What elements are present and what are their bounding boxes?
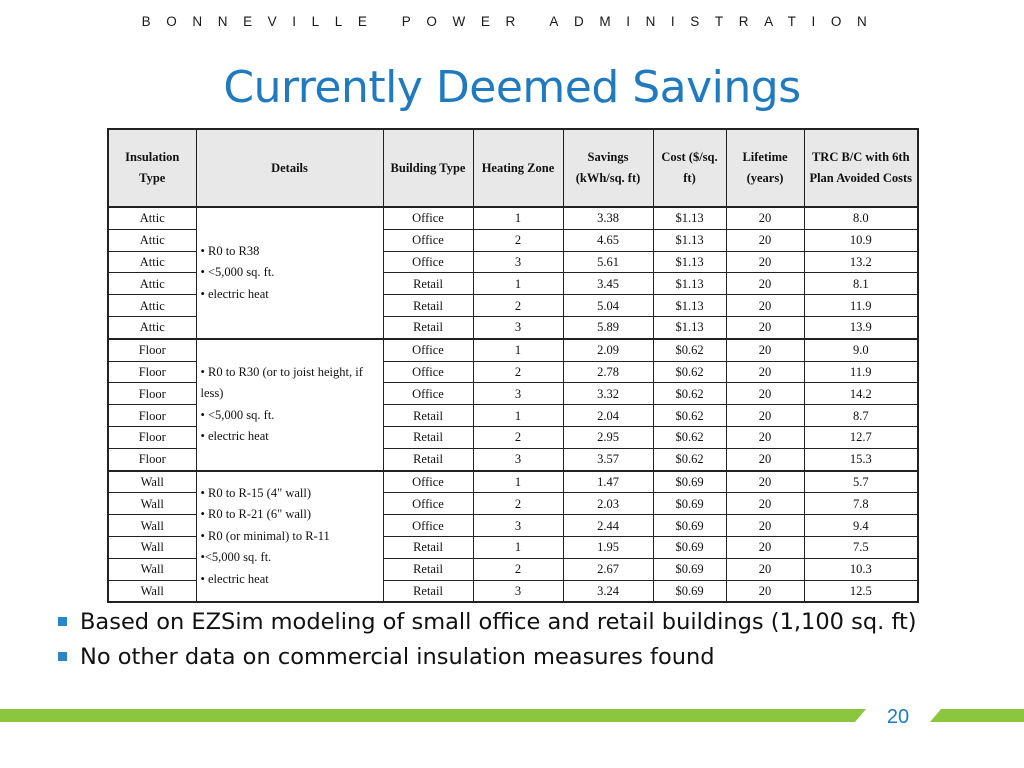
savings-cell: 2.03 bbox=[563, 493, 653, 515]
insulation-type-cell: Floor bbox=[108, 426, 196, 448]
detail-line: • electric heat bbox=[200, 286, 269, 301]
building-type-cell: Retail bbox=[383, 580, 473, 602]
insulation-type-cell: Wall bbox=[108, 471, 196, 493]
heating-zone-cell: 3 bbox=[473, 316, 563, 338]
detail-line: •<5,000 sq. ft. bbox=[200, 550, 272, 565]
detail-line: • R0 to R-21 (6" wall) bbox=[200, 507, 312, 522]
detail-line: • R0 to R38 bbox=[200, 243, 260, 258]
savings-cell: 1.95 bbox=[563, 536, 653, 558]
heating-zone-cell: 2 bbox=[473, 295, 563, 317]
savings-cell: 3.24 bbox=[563, 580, 653, 602]
lifetime-cell: 20 bbox=[726, 361, 804, 383]
lifetime-cell: 20 bbox=[726, 229, 804, 251]
heating-zone-cell: 3 bbox=[473, 515, 563, 537]
slide-title: Currently Deemed Savings bbox=[223, 62, 801, 113]
column-header: TRC B/C with 6th Plan Avoided Costs bbox=[804, 129, 918, 207]
building-type-cell: Office bbox=[383, 251, 473, 273]
bullet-item bbox=[58, 608, 958, 637]
detail-line: • <5,000 sq. ft. bbox=[200, 265, 275, 280]
detail-line: • <5,000 sq. ft. bbox=[200, 407, 275, 422]
insulation-type-cell: Floor bbox=[108, 405, 196, 427]
building-type-cell: Retail bbox=[383, 558, 473, 580]
insulation-type-cell: Floor bbox=[108, 383, 196, 405]
bullet-text: Based on EZSim modeling of small office and retail buildings (1,100 sq. ft) bbox=[80, 609, 917, 635]
heating-zone-cell: 2 bbox=[473, 426, 563, 448]
cost-cell: $1.13 bbox=[653, 316, 726, 338]
insulation-type-cell: Wall bbox=[108, 515, 196, 537]
lifetime-cell: 20 bbox=[726, 316, 804, 338]
insulation-type-cell: Floor bbox=[108, 448, 196, 470]
cost-cell: $1.13 bbox=[653, 273, 726, 295]
lifetime-cell: 20 bbox=[726, 426, 804, 448]
savings-cell: 4.65 bbox=[563, 229, 653, 251]
footer-bar-notch bbox=[855, 709, 866, 722]
trc-cell: 13.9 bbox=[804, 316, 918, 338]
cost-cell: $0.69 bbox=[653, 558, 726, 580]
column-header: Heating Zone bbox=[473, 129, 563, 207]
savings-cell: 2.95 bbox=[563, 426, 653, 448]
building-type-cell: Office bbox=[383, 493, 473, 515]
trc-cell: 12.7 bbox=[804, 426, 918, 448]
details-cell bbox=[196, 471, 383, 603]
table-row bbox=[108, 471, 918, 493]
footer-bar-notch bbox=[930, 709, 941, 722]
building-type-cell: Retail bbox=[383, 405, 473, 427]
trc-cell: 11.9 bbox=[804, 295, 918, 317]
insulation-type-cell: Attic bbox=[108, 229, 196, 251]
footer-bar-left bbox=[0, 709, 866, 722]
lifetime-cell: 20 bbox=[726, 515, 804, 537]
bullet-list bbox=[58, 608, 958, 678]
savings-cell: 5.04 bbox=[563, 295, 653, 317]
detail-line: • R0 to R-15 (4" wall) bbox=[200, 485, 312, 500]
cost-cell: $0.69 bbox=[653, 536, 726, 558]
heating-zone-cell: 1 bbox=[473, 405, 563, 427]
lifetime-cell: 20 bbox=[726, 580, 804, 602]
building-type-cell: Office bbox=[383, 361, 473, 383]
trc-cell: 7.8 bbox=[804, 493, 918, 515]
savings-cell: 1.47 bbox=[563, 471, 653, 493]
cost-cell: $0.69 bbox=[653, 493, 726, 515]
building-type-cell: Retail bbox=[383, 536, 473, 558]
heating-zone-cell: 1 bbox=[473, 536, 563, 558]
insulation-type-cell: Attic bbox=[108, 273, 196, 295]
insulation-type-cell: Wall bbox=[108, 558, 196, 580]
lifetime-cell: 20 bbox=[726, 558, 804, 580]
trc-cell: 12.5 bbox=[804, 580, 918, 602]
savings-cell: 2.09 bbox=[563, 339, 653, 361]
insulation-type-cell: Attic bbox=[108, 295, 196, 317]
heating-zone-cell: 3 bbox=[473, 448, 563, 470]
column-header: Details bbox=[196, 129, 383, 207]
trc-cell: 11.9 bbox=[804, 361, 918, 383]
organization-header: BONNEVILLE POWER ADMINISTRATION bbox=[141, 14, 883, 29]
detail-line: • R0 (or minimal) to R-11 bbox=[200, 528, 330, 543]
savings-cell: 5.61 bbox=[563, 251, 653, 273]
cost-cell: $0.69 bbox=[653, 580, 726, 602]
heating-zone-cell: 2 bbox=[473, 493, 563, 515]
insulation-type-cell: Attic bbox=[108, 251, 196, 273]
square-bullet-icon bbox=[58, 617, 67, 626]
cost-cell: $0.62 bbox=[653, 339, 726, 361]
cost-cell: $1.13 bbox=[653, 229, 726, 251]
cost-cell: $0.62 bbox=[653, 405, 726, 427]
column-header: Cost ($/sq. ft) bbox=[653, 129, 726, 207]
table-header-row bbox=[108, 129, 918, 207]
cost-cell: $0.62 bbox=[653, 426, 726, 448]
building-type-cell: Retail bbox=[383, 295, 473, 317]
heating-zone-cell: 3 bbox=[473, 251, 563, 273]
building-type-cell: Retail bbox=[383, 273, 473, 295]
detail-line: • electric heat bbox=[200, 571, 269, 586]
savings-cell: 2.44 bbox=[563, 515, 653, 537]
square-bullet-icon bbox=[58, 652, 67, 661]
heating-zone-cell: 1 bbox=[473, 207, 563, 229]
building-type-cell: Office bbox=[383, 471, 473, 493]
trc-cell: 5.7 bbox=[804, 471, 918, 493]
lifetime-cell: 20 bbox=[726, 251, 804, 273]
trc-cell: 8.0 bbox=[804, 207, 918, 229]
insulation-type-cell: Wall bbox=[108, 580, 196, 602]
trc-cell: 8.1 bbox=[804, 273, 918, 295]
column-header: Lifetime (years) bbox=[726, 129, 804, 207]
insulation-type-cell: Wall bbox=[108, 493, 196, 515]
building-type-cell: Office bbox=[383, 515, 473, 537]
trc-cell: 10.3 bbox=[804, 558, 918, 580]
heating-zone-cell: 1 bbox=[473, 273, 563, 295]
building-type-cell: Office bbox=[383, 229, 473, 251]
savings-cell: 3.57 bbox=[563, 448, 653, 470]
bullet-text: No other data on commercial insulation measures found bbox=[80, 644, 715, 670]
trc-cell: 9.0 bbox=[804, 339, 918, 361]
details-cell bbox=[196, 339, 383, 471]
table-row bbox=[108, 339, 918, 361]
building-type-cell: Retail bbox=[383, 426, 473, 448]
lifetime-cell: 20 bbox=[726, 339, 804, 361]
trc-cell: 9.4 bbox=[804, 515, 918, 537]
lifetime-cell: 20 bbox=[726, 383, 804, 405]
detail-line: • R0 to R30 (or to joist height, if less) bbox=[200, 364, 363, 401]
heating-zone-cell: 1 bbox=[473, 339, 563, 361]
savings-cell: 2.04 bbox=[563, 405, 653, 427]
building-type-cell: Office bbox=[383, 339, 473, 361]
building-type-cell: Office bbox=[383, 383, 473, 405]
savings-cell: 2.67 bbox=[563, 558, 653, 580]
building-type-cell: Office bbox=[383, 207, 473, 229]
heating-zone-cell: 3 bbox=[473, 383, 563, 405]
cost-cell: $0.62 bbox=[653, 448, 726, 470]
lifetime-cell: 20 bbox=[726, 493, 804, 515]
lifetime-cell: 20 bbox=[726, 471, 804, 493]
trc-cell: 8.7 bbox=[804, 405, 918, 427]
savings-cell: 3.32 bbox=[563, 383, 653, 405]
lifetime-cell: 20 bbox=[726, 207, 804, 229]
table-body bbox=[108, 207, 918, 602]
insulation-type-cell: Attic bbox=[108, 316, 196, 338]
trc-cell: 10.9 bbox=[804, 229, 918, 251]
savings-cell: 5.89 bbox=[563, 316, 653, 338]
savings-cell: 3.38 bbox=[563, 207, 653, 229]
cost-cell: $0.69 bbox=[653, 515, 726, 537]
cost-cell: $0.69 bbox=[653, 471, 726, 493]
insulation-type-cell: Attic bbox=[108, 207, 196, 229]
heating-zone-cell: 2 bbox=[473, 361, 563, 383]
footer-bar-right bbox=[930, 709, 1024, 722]
cost-cell: $1.13 bbox=[653, 295, 726, 317]
lifetime-cell: 20 bbox=[726, 295, 804, 317]
heating-zone-cell: 1 bbox=[473, 471, 563, 493]
trc-cell: 14.2 bbox=[804, 383, 918, 405]
column-header: Savings (kWh/sq. ft) bbox=[563, 129, 653, 207]
building-type-cell: Retail bbox=[383, 316, 473, 338]
page-number: 20 bbox=[886, 706, 910, 728]
detail-line: • electric heat bbox=[200, 429, 269, 444]
deemed-savings-table bbox=[107, 128, 919, 603]
heating-zone-cell: 3 bbox=[473, 580, 563, 602]
bullet-item bbox=[58, 643, 958, 672]
building-type-cell: Retail bbox=[383, 448, 473, 470]
heating-zone-cell: 2 bbox=[473, 229, 563, 251]
heating-zone-cell: 2 bbox=[473, 558, 563, 580]
column-header: Insulation Type bbox=[108, 129, 196, 207]
trc-cell: 7.5 bbox=[804, 536, 918, 558]
lifetime-cell: 20 bbox=[726, 273, 804, 295]
lifetime-cell: 20 bbox=[726, 448, 804, 470]
cost-cell: $0.62 bbox=[653, 383, 726, 405]
insulation-type-cell: Wall bbox=[108, 536, 196, 558]
lifetime-cell: 20 bbox=[726, 536, 804, 558]
details-cell bbox=[196, 207, 383, 339]
column-header: Building Type bbox=[383, 129, 473, 207]
insulation-type-cell: Floor bbox=[108, 361, 196, 383]
table-row bbox=[108, 207, 918, 229]
trc-cell: 15.3 bbox=[804, 448, 918, 470]
cost-cell: $0.62 bbox=[653, 361, 726, 383]
savings-cell: 3.45 bbox=[563, 273, 653, 295]
cost-cell: $1.13 bbox=[653, 207, 726, 229]
savings-cell: 2.78 bbox=[563, 361, 653, 383]
lifetime-cell: 20 bbox=[726, 405, 804, 427]
cost-cell: $1.13 bbox=[653, 251, 726, 273]
trc-cell: 13.2 bbox=[804, 251, 918, 273]
insulation-type-cell: Floor bbox=[108, 339, 196, 361]
